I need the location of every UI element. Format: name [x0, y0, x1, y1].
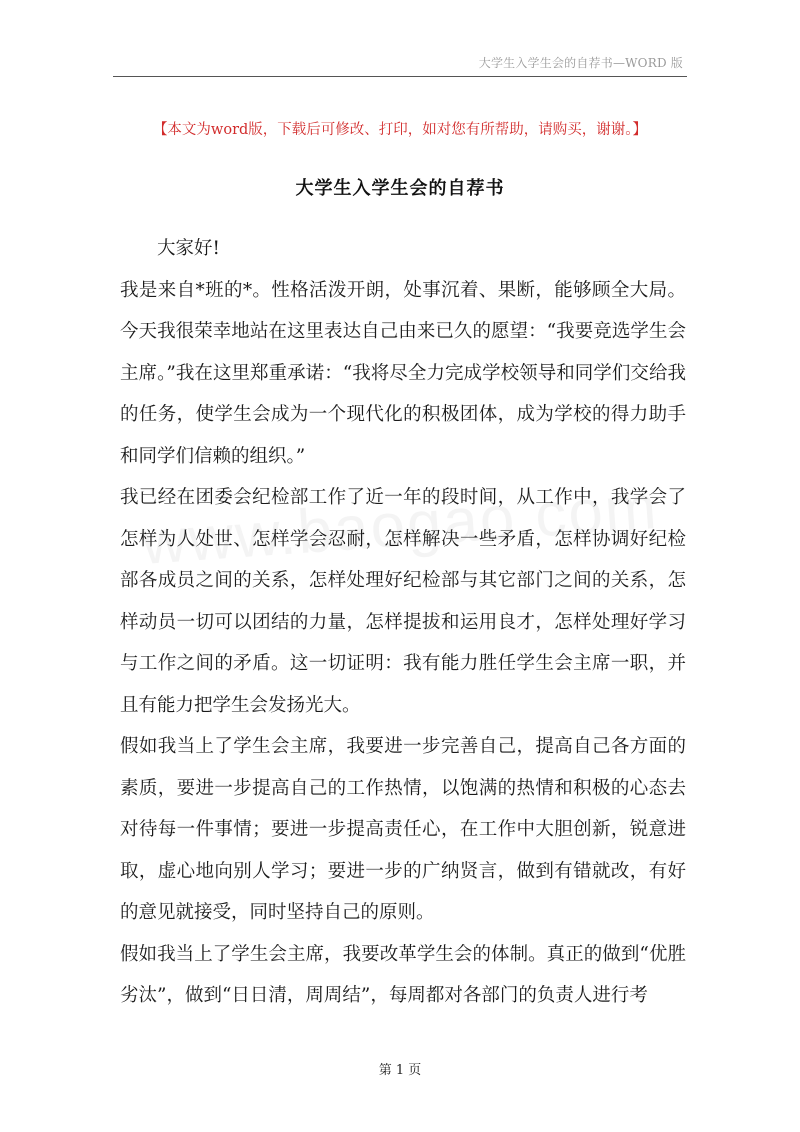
- running-header: 大学生入学生会的自荐书—WORD 版: [478, 56, 683, 70]
- document-title: 大学生入学生会的自荐书: [295, 178, 505, 199]
- download-notice: 【本文为word版，下载后可修改、打印，如对您有所帮助，请购买，谢谢。】: [152, 122, 648, 138]
- document-body: [120, 228, 686, 1017]
- paragraph-self-improvement: 假如我当上了学生会主席，我要进一步完善自己，提高自己各方面的素质，要进一步提高自己的工作热情，以饱满的热情和积极的心态去对待每一件事情；要进一步提高责任心，在工作中大胆创新，锐意进取，虚心地向别人学习；要进一步的广纳贤言，做到有错就改，有好的意见就接受，同时坚持自己的原则。: [120, 736, 686, 923]
- header-divider: [113, 76, 687, 77]
- paragraph-introduction: 我是来自*班的*。性格活泼开朗，处事沉着、果断，能够顾全大局。今天我很荣幸地站在这里表达自己由来已久的愿望：“我要竞选学生会主席。”我在这里郑重承诺：“我将尽全力完成学校领导和同学们交给我的任务，使学生会成为一个现代化的积极团体，成为学校的得力助手和同学们信赖的组织。”: [120, 279, 686, 467]
- paragraph-greeting: 大家好!: [157, 238, 220, 259]
- page-number: 第 1 页: [378, 1063, 422, 1078]
- paragraph-reform: 假如我当上了学生会主席，我要改革学生会的体制。真正的做到“优胜劣汰”，做到“日日清，周周结”，每周都对各部门的负责人进行考: [120, 943, 686, 1006]
- paragraph-experience: 我已经在团委会纪检部工作了近一年的段时间，从工作中，我学会了怎样为人处世、怎样学会忍耐，怎样解决一些矛盾，怎样协调好纪检部各成员之间的关系，怎样处理好纪检部与其它部门之间的关系，怎样动员一切可以团结的力量，怎样提拔和运用良才，怎样处理好学习与工作之间的矛盾。这一切证明：我有能力胜任学生会主席一职，并且有能力把学生会发扬光大。: [120, 487, 686, 716]
